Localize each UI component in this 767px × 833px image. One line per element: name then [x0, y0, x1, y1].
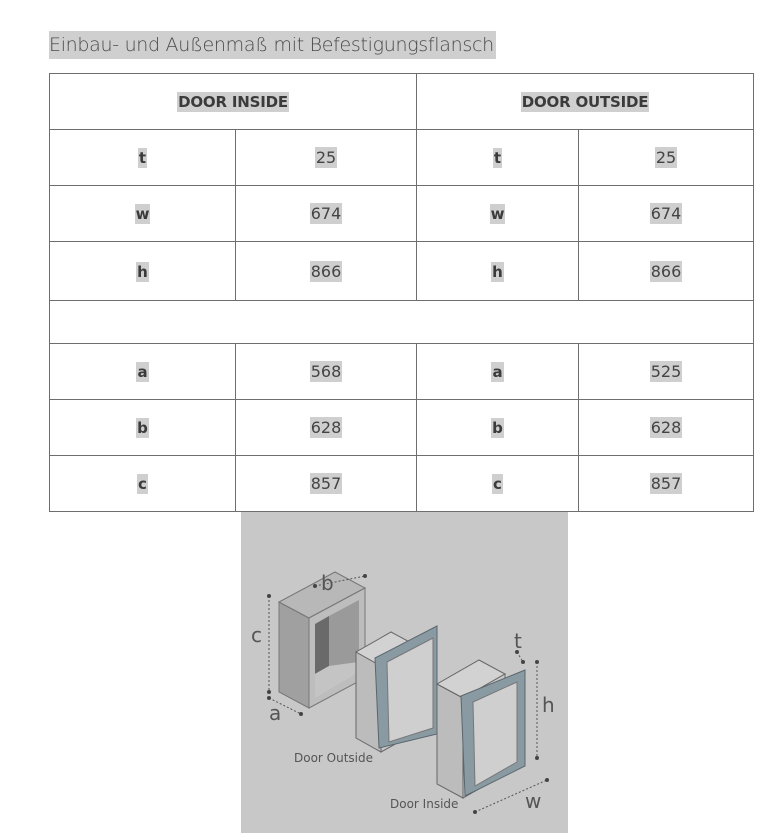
value-w-outside: 674 [650, 204, 682, 223]
table-row [50, 400, 754, 456]
label-c-outside: c [493, 475, 502, 493]
label-b-inside: b [137, 419, 148, 437]
cell-inside-label [50, 456, 236, 512]
diagram-label-c: c [251, 623, 262, 647]
door-outside-unit [356, 626, 437, 752]
value-c-outside: 857 [650, 474, 682, 493]
value-b-inside: 628 [310, 418, 342, 437]
page-title: Einbau- und Außenmaß mit Befestigungsflansch [49, 31, 496, 59]
diagram-label-door-inside: Door Inside [390, 797, 459, 811]
cell-inside-label [50, 130, 236, 186]
cell-outside-label [417, 400, 579, 456]
label-w-inside: w [135, 205, 150, 223]
cell-inside-label [50, 344, 236, 400]
cell-inside-label [50, 400, 236, 456]
table-row [50, 456, 754, 512]
cell-inside-value [236, 400, 417, 456]
cell-outside-label [417, 130, 579, 186]
dot [473, 810, 477, 814]
cell-outside-value [579, 400, 754, 456]
niche-left-face [279, 602, 309, 708]
value-t-inside: 25 [315, 148, 337, 167]
value-t-outside: 25 [655, 148, 677, 167]
diagram-label-h: h [542, 693, 555, 717]
diagram-label-w: w [525, 789, 542, 813]
cell-outside-value [579, 344, 754, 400]
cell-inside-value [236, 456, 417, 512]
spacer-row [50, 301, 754, 344]
cell-inside-value [236, 344, 417, 400]
value-a-inside: 568 [310, 362, 342, 381]
header-door-outside-label: DOOR OUTSIDE [521, 93, 649, 111]
cell-outside-value [579, 130, 754, 186]
dot [521, 660, 525, 664]
label-b-outside: b [492, 419, 503, 437]
cell-inside-label [50, 242, 236, 301]
diagram-label-a: a [269, 701, 282, 725]
table-row [50, 344, 754, 400]
cell-outside-label [417, 186, 579, 242]
table-header-row [50, 74, 754, 130]
spacer-cell [50, 301, 754, 344]
cell-inside-label [50, 186, 236, 242]
diagram-label-door-outside: Door Outside [294, 751, 374, 765]
cell-outside-label [417, 242, 579, 301]
value-w-inside: 674 [310, 204, 342, 223]
cell-inside-value [236, 242, 417, 301]
dot [535, 756, 539, 760]
value-c-inside: 857 [310, 474, 342, 493]
header-door-inside-label: DOOR INSIDE [178, 93, 288, 111]
cell-inside-value [236, 130, 417, 186]
dot [363, 574, 367, 578]
value-h-outside: 866 [650, 261, 682, 281]
table-row [50, 130, 754, 186]
value-b-outside: 628 [650, 418, 682, 437]
label-h-outside: h [492, 262, 503, 281]
table-row [50, 242, 754, 301]
niche-inner-shadow [315, 616, 329, 674]
label-t-outside: t [493, 149, 502, 167]
label-a-outside: a [492, 363, 503, 381]
value-a-outside: 525 [650, 362, 682, 381]
cell-outside-value [579, 456, 754, 512]
label-w-outside: w [490, 205, 505, 223]
label-t-inside: t [138, 149, 147, 167]
dimension-diagram [241, 512, 568, 833]
value-h-inside: 866 [310, 261, 342, 281]
inside-side-face [437, 684, 463, 798]
dot [267, 696, 271, 700]
dot [535, 660, 539, 664]
dot [313, 584, 317, 588]
cell-outside-label [417, 344, 579, 400]
dimensions-table [49, 73, 754, 512]
table-row [50, 186, 754, 242]
cell-inside-value [236, 186, 417, 242]
diagram-label-t: t [514, 629, 522, 653]
cell-outside-value [579, 242, 754, 301]
label-c-inside: c [138, 475, 147, 493]
dot [267, 690, 271, 694]
label-a-inside: a [137, 363, 148, 381]
dot [267, 594, 271, 598]
label-h-inside: h [137, 262, 148, 281]
dot [545, 778, 549, 782]
diagram-label-b: b [321, 571, 334, 595]
door-inside-unit [437, 660, 525, 798]
dot [299, 712, 303, 716]
header-door-outside [417, 74, 754, 130]
header-door-inside [50, 74, 417, 130]
cell-outside-label [417, 456, 579, 512]
dimension-diagram-svg [241, 512, 568, 833]
cell-outside-value [579, 186, 754, 242]
